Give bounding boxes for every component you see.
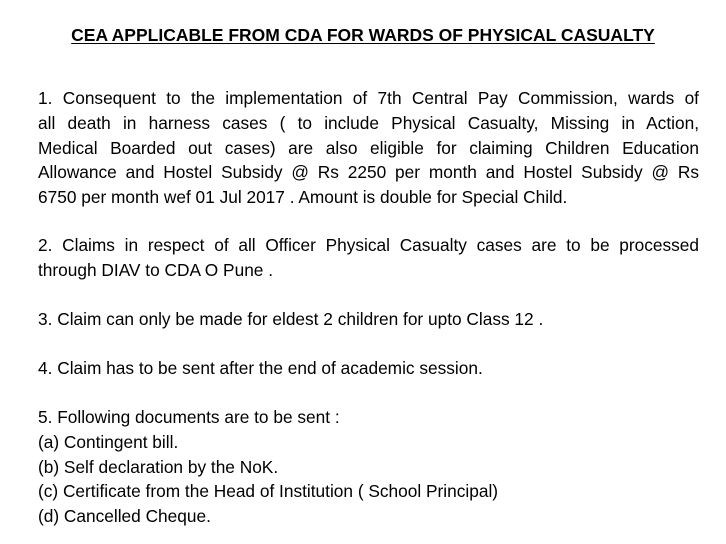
point-3-paragraph <box>38 307 699 332</box>
document-list-item: (b) Self declaration by the NoK. <box>38 456 279 477</box>
point-1-line: Allowance and Hostel Subsidy @ Rs 2250 per month and Hostel Subsidy @ Rs <box>38 162 699 183</box>
point-5-paragraph <box>38 405 699 529</box>
point-1-line: Medical Boarded out cases) are also eligible for claiming Children Education <box>38 137 699 158</box>
point-2-line: 2. Claims in respect of all Officer Physical Casualty cases are to be processed <box>38 235 699 255</box>
point-2-line: through DIAV to CDA O Pune . <box>38 259 274 280</box>
document-title: CEA APPLICABLE FROM CDA FOR WARDS OF PHYSICAL CASUALTY <box>71 25 655 45</box>
point-5-heading: 5. Following documents are to be sent : <box>38 407 340 427</box>
document-list-item: (d) Cancelled Cheque. <box>38 506 211 527</box>
point-1-line: 6750 per month wef 01 Jul 2017 . Amount is double for Special Child. <box>38 187 568 208</box>
point-1-line: 1. Consequent to the implementation of 7th Central Pay Commission, wards of <box>38 88 699 108</box>
point-2-paragraph <box>38 233 699 283</box>
point-4-paragraph <box>38 356 699 381</box>
point-1-paragraph <box>38 86 699 210</box>
document-list-item: (a) Contingent bill. <box>38 431 179 452</box>
point-1-line: all death in harness cases ( to include Physical Casualty, Missing in Action, <box>38 112 699 133</box>
point-3-text: 3. Claim can only be made for eldest 2 children for upto Class 12 . <box>38 309 544 329</box>
point-4-text: 4. Claim has to be sent after the end of academic session. <box>38 358 483 378</box>
document-list-item: (c) Certificate from the Head of Institution ( School Principal) <box>38 481 499 502</box>
